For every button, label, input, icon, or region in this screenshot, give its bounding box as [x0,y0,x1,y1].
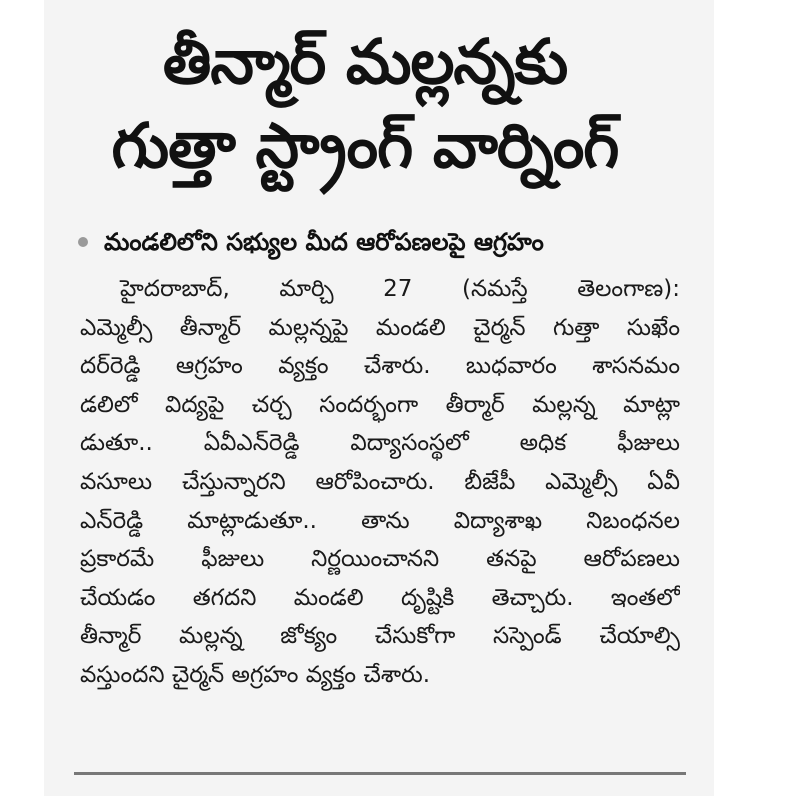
bottom-divider [74,772,686,775]
bullet-icon [78,237,88,247]
body-line: డుతూ.. ఏవీఎన్‌రెడ్డి విద్యాసంస్థలో అధిక ఫీజులు [80,430,680,457]
body-line: తీన్మార్ మల్లన్న జోక్యం చేసుకోగా సస్పెండ్ చేయాల్సి [80,623,680,650]
body-line: డలిలో విద్యపై చర్చ సందర్భంగా తీర్మార్ మల్లన్న మాట్లా [80,391,680,418]
body-line: వసూలు చేస్తున్నారని ఆరోపించారు. బీజేపీ ఎమ్మెల్సీ ఏవీ [80,468,680,495]
body-line: ఎన్‌రెడ్డి మాట్లాడుతూ.. తాను విద్యాశాఖ నిబంధనల [80,507,680,534]
article-body [80,270,680,695]
body-line: వస్తుందని చైర్మన్ అగ్రహం వ్యక్తం చేశారు. [80,661,431,688]
subheadline [78,225,688,259]
headline-line-2: గుత్తా స్ట్రాంగ్ వార్నింగ్ [111,109,619,182]
headline [60,20,670,188]
body-line: దర్‌రెడ్డి ఆగ్రహం వ్యక్తం చేశారు. బుధవారం శాసనమం [80,353,680,380]
subheadline-text: మండలిలోని సభ్యుల మీద ఆరోపణలపై ఆగ్రహం [104,228,544,256]
body-line: హైదరాబాద్, మార్చి 27 (నమస్తే తెలంగాణ): [120,276,680,302]
body-line: ఎమ్మెల్సీ తీన్మార్ మల్లన్నపై మండలి చైర్మన్ గుత్తా సుఖేం [80,314,680,341]
body-line: చేయడం తగదని మండలి దృష్టికి తెచ్చారు. ఇంతలో [80,584,680,611]
body-line: ప్రకారమే ఫీజులు నిర్ణయించానని తనపై ఆరోపణలు [80,546,680,573]
headline-line-1: తీన్మార్ మల్లన్నకు [162,25,568,98]
